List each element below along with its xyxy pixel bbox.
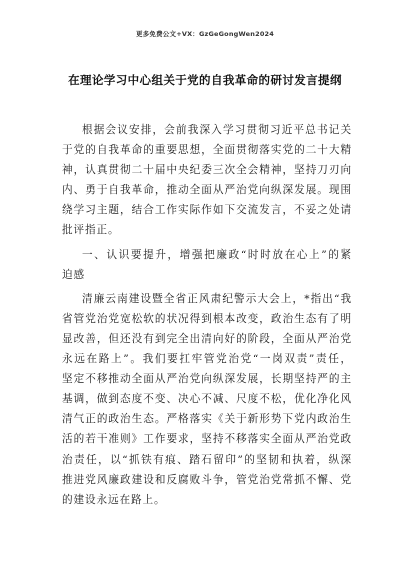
paragraph-line: 根据会议安排，会前我深入学习贯彻习近平总书记关 [82, 124, 352, 136]
paragraph-line: 批评指正。 [62, 224, 120, 237]
paragraph-line: 基调，做到态度不变、决心不减、尺度不松，优化净化风 [62, 393, 352, 406]
paragraph-line: 活的若干准则》工作要求，坚持不移落实全面从严治党政 [62, 433, 352, 446]
paragraph-line: 坚定不移推动全面从严治党向纵深发展，长期坚持严的主 [62, 373, 352, 386]
paragraph-line: 显改善，但还没有到完全出清向好的阶段，全面从严治党 [62, 332, 352, 345]
paragraph-line: 神，认真贯彻二十届中央纪委三次全会精神，坚持刀刃向 [62, 164, 352, 177]
document-body [62, 120, 352, 510]
paragraph-line: 内、勇于自我革命，推动全面从严治党向纵深发展。现围 [62, 184, 352, 197]
section-heading-line: 迫感 [62, 268, 85, 281]
section-heading-line: 一、认识要提升，增强把廉政“时时放在心上”的紧 [82, 248, 352, 261]
paragraph-line: 的建设永远在路上。 [62, 493, 166, 506]
document-title: 在理论学习中心组关于党的自我革命的研讨发言提纲 [68, 73, 342, 87]
paragraph-line: 绕学习主题，结合工作实际作如下交流发言，不妥之处请 [62, 204, 352, 217]
paragraph-line: 治责任，以“抓铁有痕、踏石留印”的坚韧和执着，纵深 [62, 453, 352, 466]
paragraph-line: 省管党治党宽松软的状况得到根本改变，政治生态有了明 [62, 312, 352, 325]
paragraph-line: 于党的自我革命的重要思想，全面贯彻落实党的二十大精 [62, 144, 352, 157]
paragraph-line: 清气正的政治生态。严格落实《关于新形势下党内政治生 [62, 413, 352, 426]
header-note: 更多免费公文+VX：GzGeGongWen2024 [136, 30, 274, 38]
paragraph-line: 永远在路上”。我们要扛牢管党治党“一岗双责”责任， [62, 353, 352, 366]
paragraph-line: 推进党风廉政建设和反腐败斗争，管党治党常抓不懈、党 [62, 473, 352, 486]
paragraph-line: 清廉云南建设暨全省正风肃纪警示大会上，*指出“我 [82, 292, 352, 305]
